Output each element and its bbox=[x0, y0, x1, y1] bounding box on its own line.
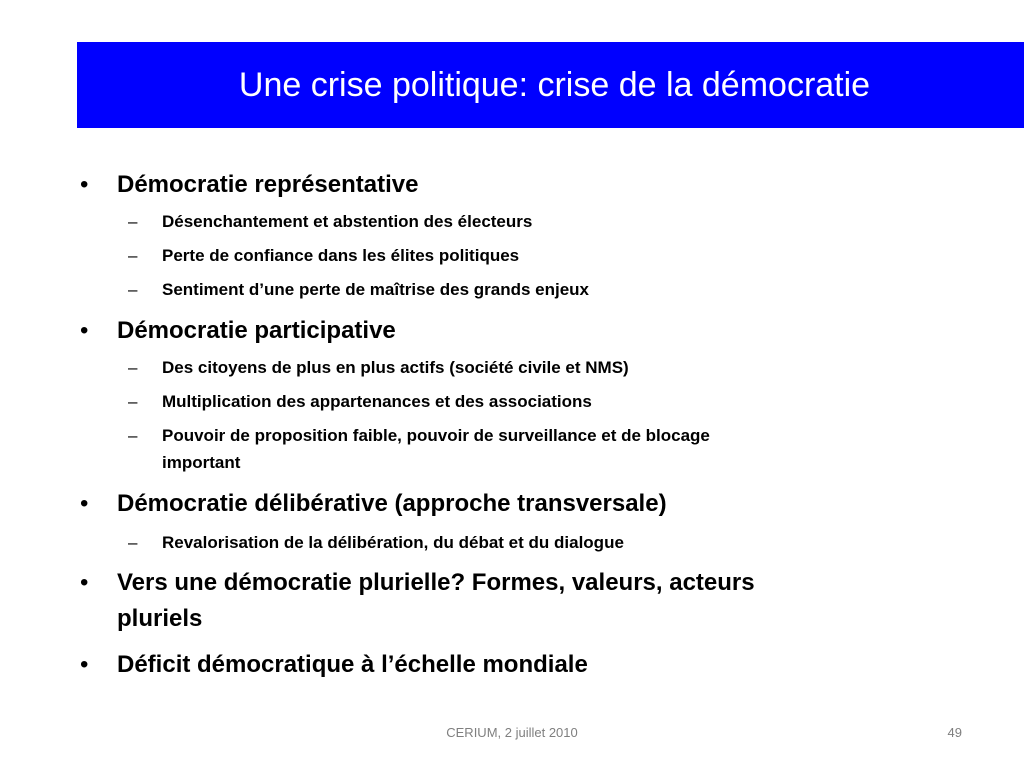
sub-bullet-item bbox=[128, 276, 590, 304]
dash-marker: – bbox=[128, 426, 138, 445]
bullet-item bbox=[80, 488, 667, 520]
sub-bullet-item bbox=[128, 388, 592, 416]
bullet-continuation bbox=[117, 603, 202, 635]
sub-bullet-item bbox=[128, 208, 533, 236]
bullet-marker: • bbox=[80, 317, 89, 344]
dash-marker: – bbox=[128, 533, 138, 552]
bullet-marker: • bbox=[80, 651, 89, 678]
sub-bullet-text: Désenchantement et abstention des électeurs bbox=[162, 212, 533, 231]
sub-bullet-text: important bbox=[162, 453, 241, 472]
bullet-text: Démocratie participative bbox=[117, 317, 396, 344]
sub-bullet-text: Revalorisation de la délibération, du débat et du dialogue bbox=[162, 533, 624, 552]
dash-marker: – bbox=[128, 392, 138, 411]
sub-bullet-text: Des citoyens de plus en plus actifs (société civile et NMS) bbox=[162, 358, 629, 377]
bullet-item bbox=[80, 649, 588, 681]
bullet-marker: • bbox=[80, 490, 89, 517]
dash-marker: – bbox=[128, 358, 138, 377]
sub-bullet-item bbox=[128, 529, 624, 557]
dash-marker: – bbox=[128, 246, 138, 265]
page-number: 49 bbox=[947, 725, 962, 740]
bullet-item bbox=[80, 169, 419, 201]
bullet-marker: • bbox=[80, 171, 89, 198]
sub-bullet-text: Perte de confiance dans les élites politiques bbox=[162, 246, 520, 265]
bullet-text: Démocratie représentative bbox=[117, 171, 419, 198]
sub-bullet-text: Sentiment d’une perte de maîtrise des grands enjeux bbox=[162, 280, 590, 299]
bullet-item bbox=[80, 567, 755, 599]
bullet-text: Démocratie délibérative (approche transversale) bbox=[117, 490, 667, 517]
footer-text: CERIUM, 2 juillet 2010 bbox=[446, 725, 578, 740]
sub-bullet-text: Multiplication des appartenances et des associations bbox=[162, 392, 592, 411]
bullet-text: Déficit démocratique à l’échelle mondiale bbox=[117, 651, 588, 678]
sub-bullet-item bbox=[128, 422, 710, 450]
bullet-text: Vers une démocratie plurielle? Formes, valeurs, acteurs bbox=[117, 569, 755, 596]
sub-bullet-text: Pouvoir de proposition faible, pouvoir de surveillance et de blocage bbox=[162, 426, 710, 445]
sub-bullet-item bbox=[128, 354, 629, 382]
bullet-text: pluriels bbox=[117, 605, 203, 632]
sub-bullet-item bbox=[128, 242, 520, 270]
dash-marker: – bbox=[128, 212, 138, 231]
bullet-item bbox=[80, 315, 396, 347]
slide-title: Une crise politique: crise de la démocratie bbox=[238, 65, 871, 104]
sub-bullet-continuation bbox=[162, 449, 240, 477]
bullet-marker: • bbox=[80, 569, 89, 596]
dash-marker: – bbox=[128, 280, 138, 299]
